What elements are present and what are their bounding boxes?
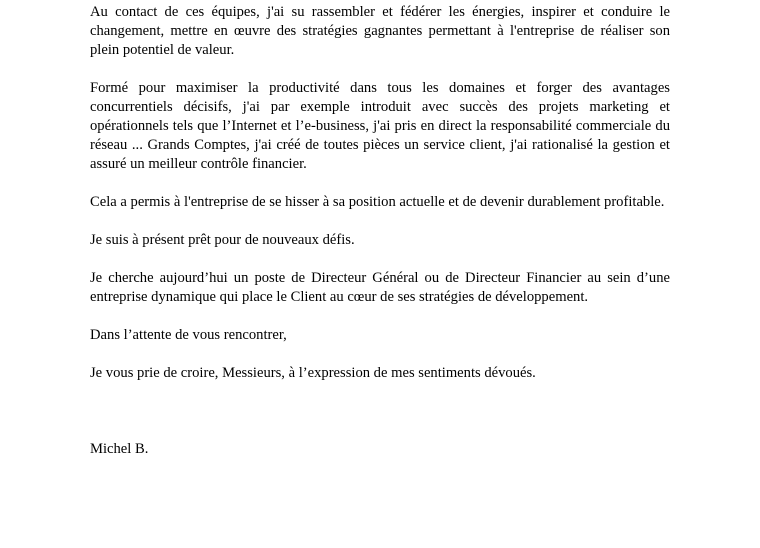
signature-spacer xyxy=(90,402,670,440)
letter-body xyxy=(90,3,670,459)
paragraph-productivity: Formé pour maximiser la productivité dans tous les domaines et forger des avantages concurrentiels décisifs, j'ai par exemple introduit avec succès des projets marketing et opérationnels tels que l’Internet et l’e-business, j'ai pris en direct la responsabilité commerciale du réseau ... Grands Comptes, j'ai créé de toutes pièces un service client, j'ai rationalisé la gestion et assuré un meilleur contrôle financier. xyxy=(90,80,670,172)
paragraph-meeting: Dans l’attente de vous rencontrer, xyxy=(90,327,287,343)
paragraph-closing: Je vous prie de croire, Messieurs, à l’expression de mes sentiments dévoués. xyxy=(90,365,536,381)
paragraph-new-challenges: Je suis à présent prêt pour de nouveaux défis. xyxy=(90,232,355,248)
paragraph-team-leadership: Au contact de ces équipes, j'ai su rassembler et fédérer les énergies, inspirer et conduire le changement, mettre en œuvre des stratégies gagnantes permettant à l'entreprise de réaliser son plein potentiel de valeur. xyxy=(90,4,670,58)
signature: Michel B. xyxy=(90,441,149,457)
paragraph-company-position: Cela a permis à l'entreprise de se hisser à sa position actuelle et de devenir durablement profitable. xyxy=(90,194,665,210)
paragraph-job-search: Je cherche aujourd’hui un poste de Directeur Général ou de Directeur Financier au sein d’une entreprise dynamique qui place le Client au cœur de ses stratégies de développement. xyxy=(90,270,670,305)
